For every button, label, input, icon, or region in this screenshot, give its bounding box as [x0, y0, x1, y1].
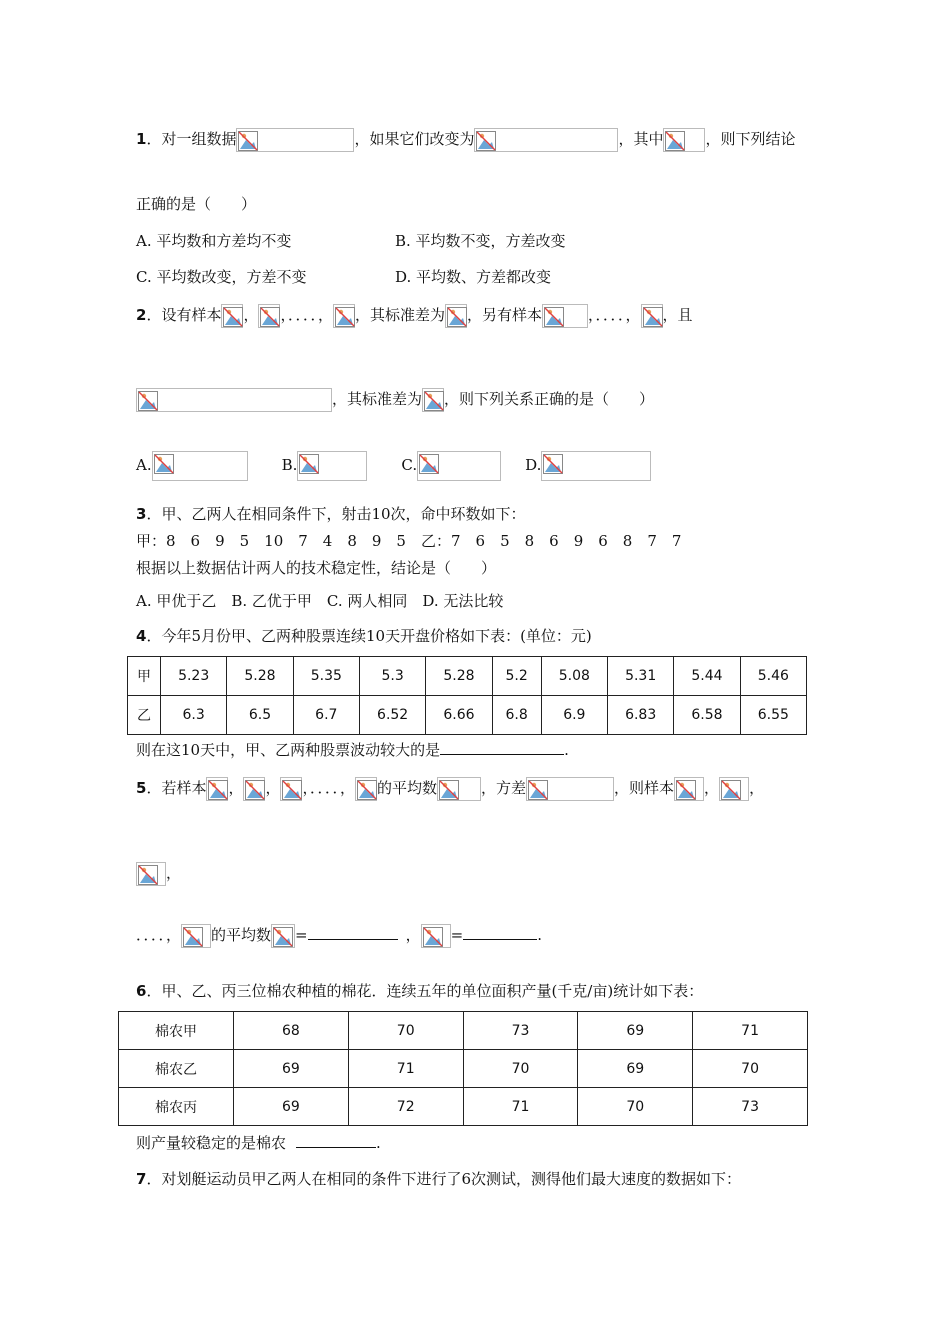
formula-image-icon [152, 451, 248, 481]
question-text: ，则下列关系正确的是（ ） [444, 390, 655, 408]
formula-image-icon [243, 777, 265, 801]
formula-image-icon [355, 777, 377, 801]
question-text: ，则样本 [614, 779, 675, 797]
question-4-line-1 [136, 625, 592, 646]
table-cell: 棉农丙 [119, 1088, 234, 1126]
answer-blank[interactable] [296, 1133, 376, 1148]
question-1-line-2: 正确的是（ ） [136, 195, 257, 213]
answer-blank[interactable] [440, 740, 564, 755]
table-cell: 5.46 [740, 657, 806, 696]
option-d: D. 平均数、方差都改变 [395, 268, 552, 286]
formula-image-icon [674, 777, 704, 801]
question-number: 4 [136, 627, 147, 645]
table-cell: 73 [463, 1012, 578, 1050]
table-cell: 5.31 [607, 657, 673, 696]
table-cell: 6.58 [674, 696, 740, 735]
table-cell: 6.52 [359, 696, 425, 735]
table-cell: 69 [234, 1050, 349, 1088]
option-c-label: C. [401, 456, 418, 474]
question-text: ．若样本 [146, 779, 207, 797]
question-text: ．今年5月份甲、乙两种股票连续10天开盘价格如下表：(单位：元) [146, 627, 592, 645]
option-c: C. 平均数改变，方差不变 [136, 268, 307, 286]
option-b-label: B. [281, 456, 298, 474]
question-text: ．对一组数据 [146, 130, 237, 148]
question-number: 3 [136, 505, 147, 523]
question-text: 的平均数 [211, 926, 272, 944]
table-row [119, 1012, 808, 1050]
question-5-line-1 [136, 777, 764, 801]
question-text: ．设有样本 [146, 306, 222, 324]
table-cell: 5.08 [541, 657, 607, 696]
formula-image-icon [437, 777, 481, 801]
question-text: ，．．．．， [280, 306, 333, 324]
formula-image-icon [206, 777, 228, 801]
table-cell: 5.35 [293, 657, 359, 696]
option-a: A. 平均数和方差均不变 [136, 232, 292, 250]
formula-image-icon [181, 924, 211, 948]
table-cell: 6.83 [607, 696, 673, 735]
question-3-options: A. 甲优于乙 B. 乙优于甲 C. 两人相同 D. 无法比较 [136, 592, 504, 610]
answer-blank[interactable] [308, 925, 398, 940]
table-cell: 70 [348, 1012, 463, 1050]
question-text: . [376, 1134, 381, 1152]
formula-image-icon [236, 128, 354, 152]
question-text: = [295, 926, 308, 944]
question-text: ．甲、乙两人在相同条件下，射击10次，命中环数如下： [146, 505, 526, 523]
question-3-scores: 甲：8 6 9 5 10 7 4 8 9 5 乙：7 6 5 8 6 9 6 8 7 7 [136, 532, 682, 550]
option-a-label: A. [136, 456, 152, 474]
formula-image-icon [474, 128, 618, 152]
question-text: = [450, 926, 464, 944]
formula-image-icon [280, 777, 302, 801]
table-cell: 70 [463, 1050, 578, 1088]
formula-image-icon [333, 304, 355, 328]
table-cell: 5.3 [359, 657, 425, 696]
table-cell: 5.44 [674, 657, 740, 696]
question-7-line-1 [136, 1168, 741, 1189]
table-cell: 5.23 [160, 657, 226, 696]
question-6-line-1 [136, 980, 703, 1001]
question-text: ，其标准差为 [354, 306, 445, 324]
table-row [128, 696, 807, 735]
question-text: . [564, 741, 569, 759]
question-3-line-1 [136, 503, 526, 524]
table-cell: 70 [693, 1050, 808, 1088]
question-text: 则产量较稳定的是棉农 [136, 1134, 287, 1152]
question-2-line-2 [136, 388, 654, 412]
formula-image-icon [445, 304, 467, 328]
question-text: ，方差 [481, 779, 527, 797]
question-number: 1 [136, 130, 147, 148]
formula-image-icon [641, 304, 663, 328]
question-text: ，另有样本 [467, 306, 543, 324]
question-text: ， [243, 306, 259, 324]
formula-image-icon [542, 304, 588, 328]
option-b: B. 平均数不变，方差改变 [395, 232, 566, 250]
formula-image-icon [271, 924, 295, 948]
question-5-line-2 [136, 862, 181, 886]
question-text: ， [405, 926, 421, 944]
question-3-line-3: 根据以上数据估计两人的技术稳定性，结论是（ ） [136, 559, 497, 577]
table-cell: 69 [234, 1088, 349, 1126]
question-text: ， [166, 864, 182, 882]
question-text: ， [228, 779, 244, 797]
stock-price-table [127, 656, 807, 735]
formula-image-icon [297, 451, 367, 481]
formula-image-icon [422, 388, 444, 412]
cotton-yield-table [118, 1011, 808, 1126]
table-cell: 69 [578, 1012, 693, 1050]
question-text: . [537, 926, 542, 944]
question-text: ，．．．．， [302, 779, 355, 797]
table-row [119, 1050, 808, 1088]
question-text: ．．．．， [136, 926, 182, 944]
table-cell: 69 [578, 1050, 693, 1088]
table-cell: 6.7 [293, 696, 359, 735]
formula-image-icon [541, 451, 651, 481]
table-cell: 6.55 [740, 696, 806, 735]
table-cell: 71 [463, 1088, 578, 1126]
formula-image-icon [221, 304, 243, 328]
table-row [119, 1088, 808, 1126]
table-cell: 72 [348, 1088, 463, 1126]
table-cell: 棉农甲 [119, 1012, 234, 1050]
formula-image-icon [136, 388, 332, 412]
question-2-line-1 [136, 304, 693, 328]
question-text: ， [704, 779, 720, 797]
table-cell: 5.28 [426, 657, 492, 696]
question-text: ．甲、乙、丙三位棉农种植的棉花．连续五年的单位面积产量(千克/亩)统计如下表： [146, 982, 704, 1000]
table-cell: 70 [578, 1088, 693, 1126]
formula-image-icon [258, 304, 280, 328]
question-6-after [136, 1132, 381, 1153]
table-cell: 71 [348, 1050, 463, 1088]
table-cell: 6.8 [492, 696, 541, 735]
question-text: ，且 [662, 306, 693, 324]
question-1-line-1 [136, 128, 796, 152]
question-text: ，其标准差为 [332, 390, 423, 408]
question-text: ，则下列结论 [705, 130, 796, 148]
formula-image-icon [421, 924, 451, 948]
answer-blank[interactable] [463, 925, 537, 940]
question-text: ，．．．．， [588, 306, 641, 324]
question-text: ， [749, 779, 765, 797]
question-text: 则在这10天中，甲、乙两种股票波动较大的是 [136, 741, 441, 759]
table-cell: 乙 [128, 696, 161, 735]
table-cell: 71 [693, 1012, 808, 1050]
question-4-after [136, 739, 569, 760]
formula-image-icon [136, 862, 166, 886]
question-number: 6 [136, 982, 147, 1000]
question-number: 5 [136, 779, 147, 797]
formula-image-icon [526, 777, 614, 801]
table-row [128, 657, 807, 696]
question-2-options [136, 451, 651, 481]
option-d-label: D. [525, 456, 542, 474]
table-cell: 5.2 [492, 657, 541, 696]
question-text: ，其中 [618, 130, 664, 148]
table-cell: 6.5 [227, 696, 293, 735]
question-number: 7 [136, 1170, 147, 1188]
question-5-line-3 [136, 924, 542, 948]
question-text: ．对划艇运动员甲乙两人在相同的条件下进行了6次测试，测得他们最大速度的数据如下： [146, 1170, 741, 1188]
table-cell: 6.9 [541, 696, 607, 735]
formula-image-icon [663, 128, 705, 152]
table-cell: 棉农乙 [119, 1050, 234, 1088]
question-text: ，如果它们改变为 [354, 130, 475, 148]
table-cell: 68 [234, 1012, 349, 1050]
table-cell: 5.28 [227, 657, 293, 696]
question-text: ， [265, 779, 281, 797]
table-cell: 6.66 [426, 696, 492, 735]
formula-image-icon [719, 777, 749, 801]
formula-image-icon [417, 451, 501, 481]
question-text: 的平均数 [377, 779, 438, 797]
table-cell: 6.3 [160, 696, 226, 735]
table-cell: 甲 [128, 657, 161, 696]
table-cell: 73 [693, 1088, 808, 1126]
question-number: 2 [136, 306, 147, 324]
